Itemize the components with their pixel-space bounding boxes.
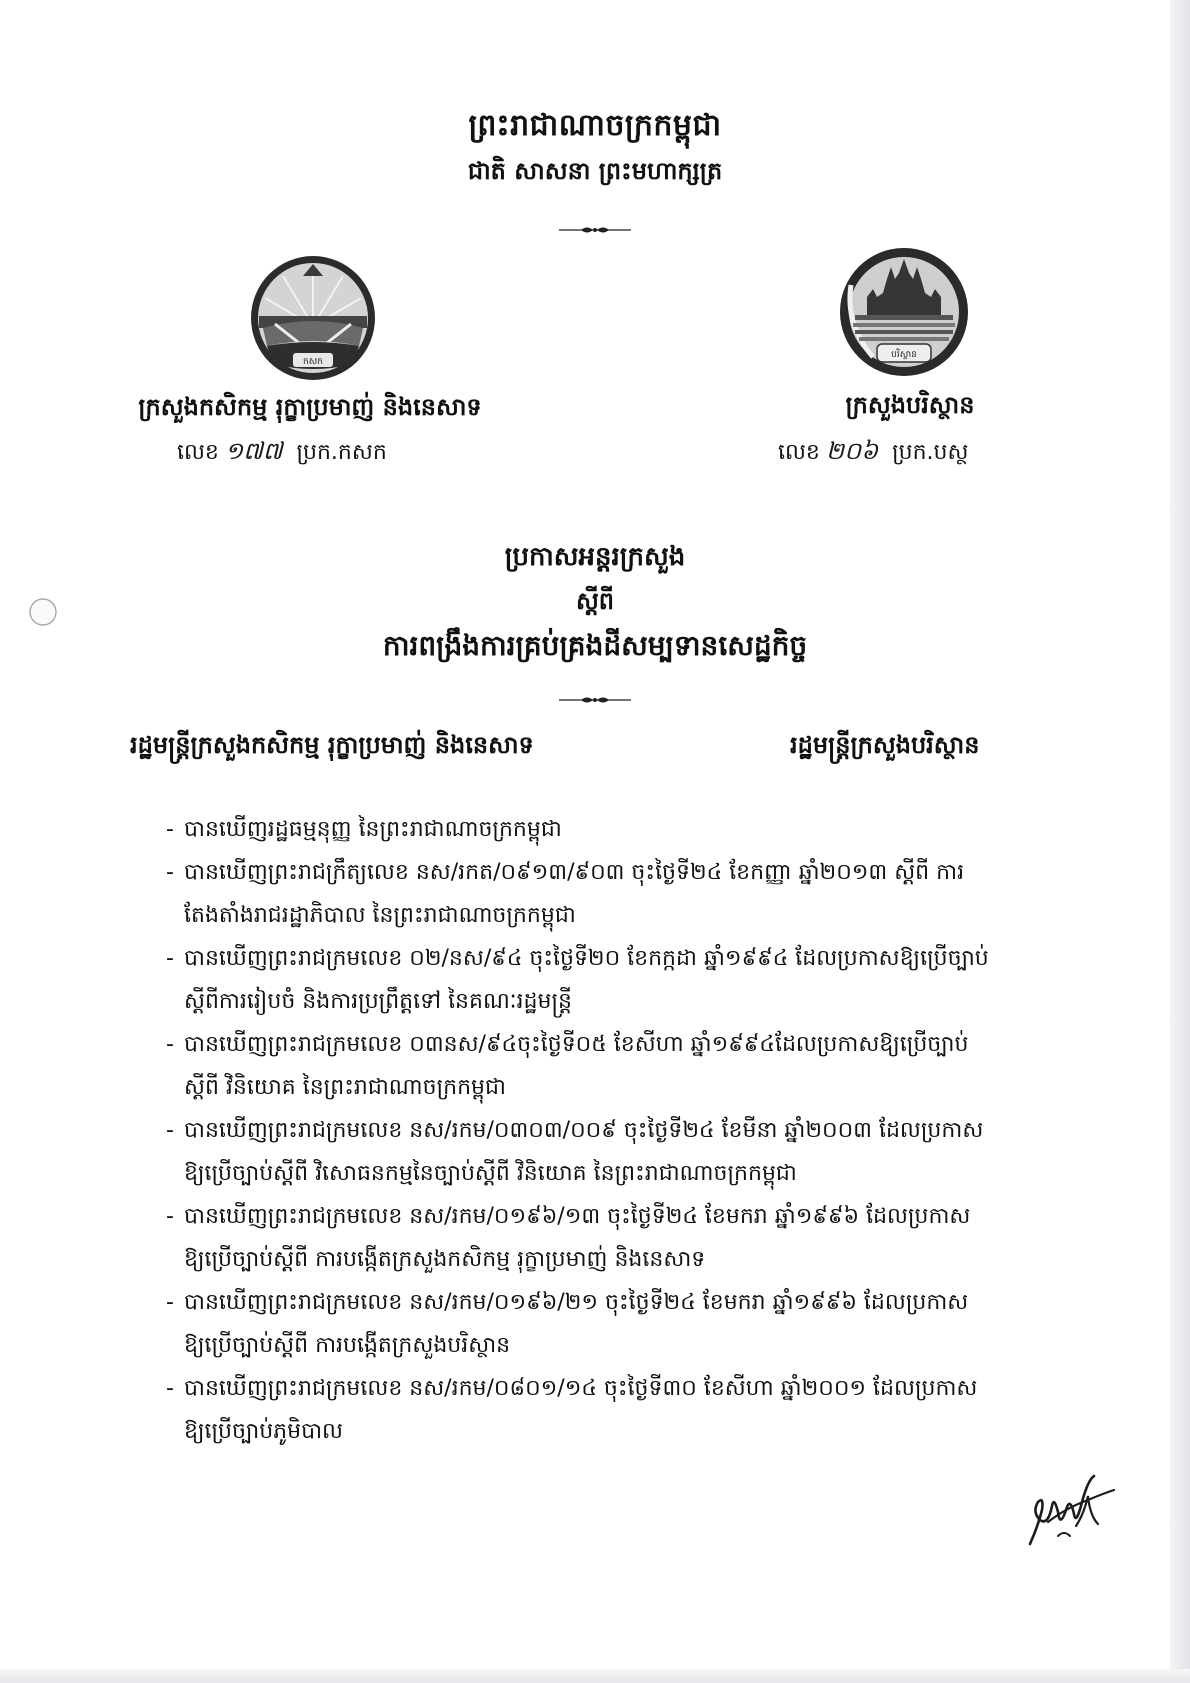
bullet-dash: -: [166, 860, 174, 885]
list-item-text: បានឃើញព្រះរាជក្រមលេខ ០៣នស/៩៤ចុះថ្ងៃទី០៥ ខែសីហា ឆ្នាំ១៩៩៤ដែលប្រកាសឱ្យប្រើច្បាប់: [184, 1032, 969, 1057]
list-item-continuation: ស្តីពីការរៀបចំ និងការប្រព្រឹត្តទៅ នៃគណៈរដ្ឋមន្ត្រី: [184, 989, 572, 1014]
list-item-text: បានឃើញព្រះរាជក្រមលេខ នស/រកម/០១៩៦/២១ ចុះថ្ងៃទី២៤ ខែមករា ឆ្នាំ១៩៩៦ ដែលប្រកាស: [184, 1290, 969, 1315]
left-ministry-name: ក្រសួងកសិកម្ម រុក្ខាប្រមាញ់ និងនេសាទ: [138, 393, 482, 421]
bullet-dash: -: [166, 1032, 174, 1057]
right-reference-number: [778, 436, 968, 471]
list-item: [166, 808, 1078, 851]
bullet-dash: -: [166, 1204, 174, 1229]
scan-edge-right: [1170, 0, 1190, 1683]
reference-code: ប្រក.កសក: [296, 440, 387, 465]
list-item: [166, 1195, 1078, 1281]
bullet-dash: -: [166, 817, 174, 842]
number-label: លេខ: [778, 440, 820, 465]
signature-initials-icon: [1018, 1466, 1122, 1558]
kingdom-title: ព្រះរាជាណាចក្រកម្ពុជា: [468, 108, 722, 143]
ornament-divider-icon: [559, 224, 631, 236]
list-item: [166, 1023, 1078, 1109]
left-reference-number: [177, 436, 387, 471]
list-item-continuation: ស្តីពី វិនិយោគ នៃព្រះរាជាណាចក្រកម្ពុជា: [184, 1075, 506, 1100]
list-item-continuation: ឱ្យប្រើច្បាប់ភូមិបាល: [184, 1419, 343, 1444]
minister-agriculture: រដ្ឋមន្ត្រីក្រសួងកសិកម្ម រុក្ខាប្រមាញ់ និងនេសាទ: [130, 731, 534, 759]
document-type: ប្រកាសអន្តរក្រសួង: [504, 542, 686, 572]
bullet-dash: -: [166, 946, 174, 971]
right-ministry-name: ក្រសួងបរិស្ថាន: [845, 391, 975, 419]
list-item-continuation: តែងតាំងរាជរដ្ឋាភិបាល នៃព្រះរាជាណាចក្រកម្ពុជា: [184, 903, 576, 928]
number-label: លេខ: [177, 440, 219, 465]
document-about: ស្តីពី: [575, 587, 615, 615]
document-subject: ការពង្រឹងការគ្រប់គ្រងដីសម្បទានសេដ្ឋកិច្ច: [382, 629, 808, 662]
reference-code: ប្រក.បស្ថ: [892, 440, 969, 465]
list-item-continuation: ឱ្យប្រើច្បាប់ស្តីពី ការបង្កើតក្រសួងបរិស្ថាន: [184, 1333, 511, 1358]
list-item-continuation: ឱ្យប្រើច្បាប់ស្តីពី ការបង្កើតក្រសួងកសិកម្ម រុក្ខាប្រមាញ់ និងនេសាទ: [184, 1247, 706, 1272]
list-item: [166, 1367, 1078, 1453]
handwritten-number: ១៧៧: [224, 437, 283, 465]
bullet-dash: -: [166, 1118, 174, 1143]
left-seal-text: កសក: [303, 357, 323, 367]
list-item-text: បានឃើញព្រះរាជក្រមលេខ នស/រកម/០៣០៣/០០៩ ចុះថ្ងៃទី២៤ ខែមីនា ឆ្នាំ២០០៣ ដែលប្រកាស: [184, 1118, 984, 1143]
ornament-divider-icon: [559, 694, 631, 706]
agriculture-ministry-seal-icon: [249, 254, 377, 382]
list-item: [166, 1109, 1078, 1195]
minister-environment: រដ្ឋមន្ត្រីក្រសួងបរិស្ថាន: [790, 731, 980, 759]
list-item-continuation: ឱ្យប្រើច្បាប់ស្តីពី វិសោធនកម្មនៃច្បាប់ស្តីពី វិនិយោគ នៃព្រះរាជាណាចក្រកម្ពុជា: [184, 1161, 797, 1186]
list-item: [166, 1281, 1078, 1367]
scan-edge-bottom: [0, 1669, 1190, 1683]
list-item-text: បានឃើញព្រះរាជក្រមលេខ ០២/នស/៩៤ ចុះថ្ងៃទី២០ ខែកក្កដា ឆ្នាំ១៩៩៤ ដែលប្រកាសឱ្យប្រើច្បាប់: [184, 946, 989, 971]
list-item-text: បានឃើញព្រះរាជក្រឹត្យលេខ នស/រកត/០៩១៣/៩០៣ ចុះថ្ងៃទី២៤ ខែកញ្ញា ឆ្នាំ២០១៣ ស្តីពី ការ: [184, 860, 965, 885]
list-item-text: បានឃើញព្រះរាជក្រមលេខ នស/រកម/០៨០១/១៤ ចុះថ្ងៃទី៣០ ខែសីហា ឆ្នាំ២០០១ ដែលប្រកាស: [184, 1376, 978, 1401]
right-seal-text: បរិស្ថាន: [891, 350, 917, 360]
list-item: [166, 937, 1078, 1023]
list-item-text: បានឃើញរដ្ឋធម្មនុញ្ញ នៃព្រះរាជាណាចក្រកម្ពុជា: [184, 817, 562, 842]
considerations-list: [166, 808, 1078, 1453]
environment-ministry-seal-icon: [837, 245, 971, 379]
list-item-text: បានឃើញព្រះរាជក្រមលេខ នស/រកម/០១៩៦/១៣ ចុះថ្ងៃទី២៤ ខែមករា ឆ្នាំ១៩៩៦ ដែលប្រកាស: [184, 1204, 971, 1229]
list-item: [166, 851, 1078, 937]
bullet-dash: -: [166, 1376, 174, 1401]
handwritten-number: ២០៦: [825, 437, 879, 465]
national-motto: ជាតិ សាសនា ព្រះមហាក្សត្រ: [467, 157, 723, 185]
bullet-dash: -: [166, 1290, 174, 1315]
